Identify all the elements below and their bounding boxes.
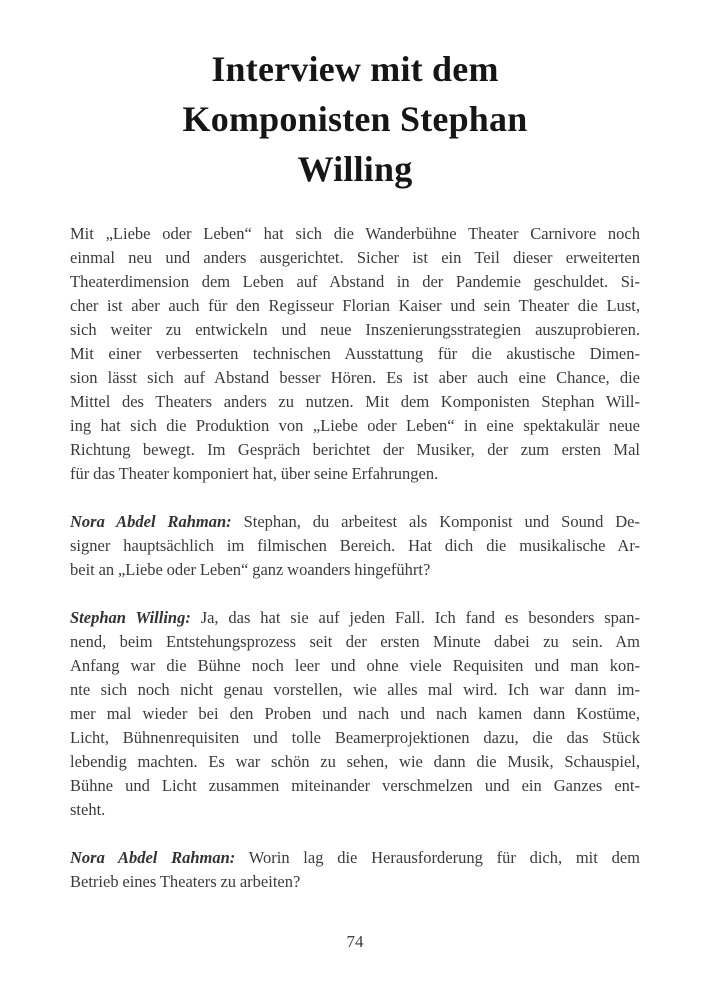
page-title [70, 44, 640, 194]
page-title-line: Interview mit dem [211, 49, 499, 89]
speaker-name: Nora Abdel Rahman: [70, 512, 232, 531]
text-line: signer hauptsächlich im filmischen Bereich. Hat dich die musikalische Ar- [70, 536, 640, 555]
text-line: cher ist aber auch für den Regisseur Florian Kaiser und sein Theater die Lust, [70, 296, 640, 315]
text-line: ing hat sich die Produktion von „Liebe oder Leben“ in eine spektakulär neue [70, 416, 640, 435]
text-line: sion lässt sich auf Abstand besser Hören. Es ist aber auch eine Chance, die [70, 368, 640, 387]
text-line: steht. [70, 800, 106, 819]
paragraph [70, 846, 640, 894]
text-line: Licht, Bühnenrequisiten und tolle Beamerprojektionen dazu, die das Stück [70, 728, 640, 747]
speaker-name: Nora Abdel Rahman: [70, 848, 236, 867]
text-line: nend, beim Entstehungsprozess seit der ersten Minute dabei zu sein. Am [70, 632, 640, 651]
text-line: nte sich noch nicht genau vorstellen, wie alles mal wird. Ich war dann im- [70, 680, 640, 699]
paragraph [70, 510, 640, 582]
text-line: Theaterdimension dem Leben auf Abstand in der Pandemie geschuldet. Si- [70, 272, 640, 291]
text-line: Mit „Liebe oder Leben“ hat sich die Wanderbühne Theater Carnivore noch [70, 224, 640, 243]
text-line: Nora Abdel Rahman: Stephan, du arbeitest als Komponist und Sound De- [70, 512, 640, 531]
page-title-line: Willing [297, 149, 413, 189]
text-line: Stephan Willing: Ja, das hat sie auf jeden Fall. Ich fand es besonders span- [70, 608, 640, 627]
text-line: Mit einer verbesserten technischen Ausstattung für die akustische Dimen- [70, 344, 640, 363]
speaker-name: Stephan Willing: [70, 608, 191, 627]
text-line: Richtung bewegt. Im Gespräch berichtet der Musiker, der zum ersten Mal [70, 440, 640, 459]
paragraph [70, 606, 640, 822]
text-line: Betrieb eines Theaters zu arbeiten? [70, 872, 301, 891]
text-line: Nora Abdel Rahman: Worin lag die Herausforderung für dich, mit dem [70, 848, 640, 867]
body-text [70, 222, 640, 894]
text-line: mer mal wieder bei den Proben und nach und nach kamen dann Kostüme, [70, 704, 640, 723]
text-line: für das Theater komponiert hat, über seine Erfahrungen. [70, 464, 439, 483]
text-line: lebendig machten. Es war schön zu sehen, wie dann die Musik, Schauspiel, [70, 752, 640, 771]
text-line: beit an „Liebe oder Leben“ ganz woanders hingeführt? [70, 560, 431, 579]
page-content [0, 44, 710, 894]
page-title-line: Komponisten Stephan [182, 99, 528, 139]
text-line: einmal neu und anders ausgerichtet. Sicher ist ein Teil dieser erweiterten [70, 248, 640, 267]
text-line: Bühne und Licht zusammen miteinander verschmelzen und ein Ganzes ent- [70, 776, 640, 795]
page-number: 74 [346, 932, 364, 951]
paragraph [70, 222, 640, 486]
text-line: Mittel des Theaters anders zu nutzen. Mit dem Komponisten Stephan Will- [70, 392, 640, 411]
text-line: Anfang war die Bühne noch leer und ohne viele Requisiten und man kon- [70, 656, 640, 675]
text-line: sich weiter zu entwickeln und neue Inszenierungsstrategien auszuprobieren. [70, 320, 640, 339]
